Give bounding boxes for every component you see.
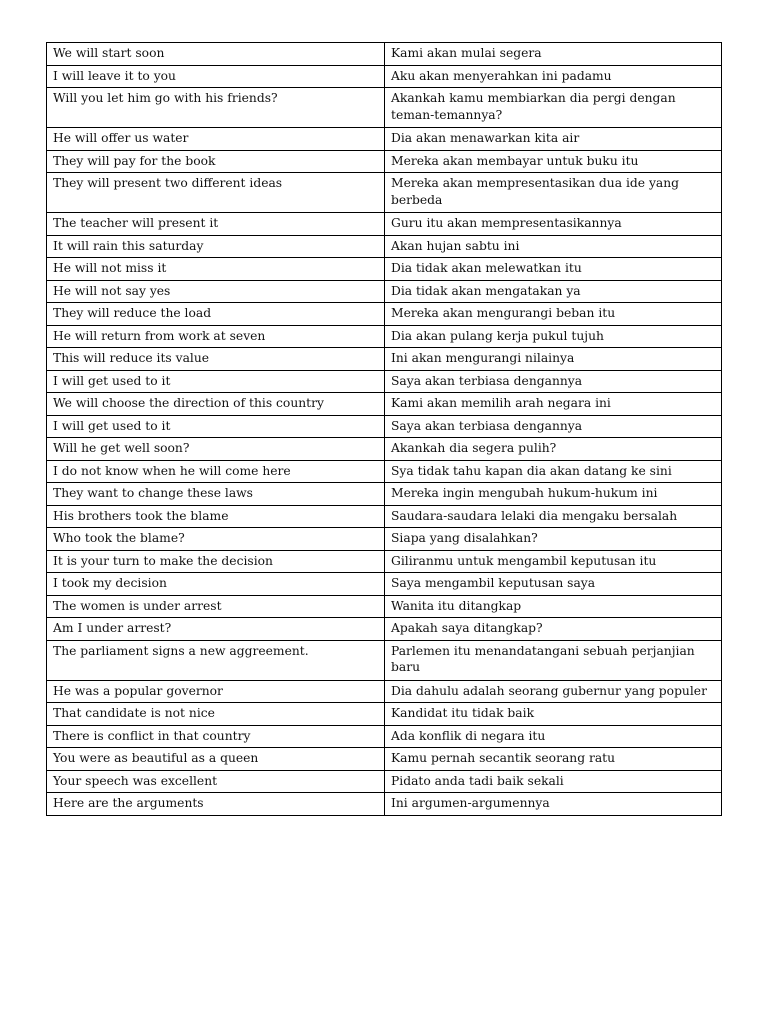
indonesian-cell: Sya tidak tahu kapan dia akan datang ke sini	[385, 460, 722, 483]
indonesian-cell: Saya akan terbiasa dengannya	[385, 415, 722, 438]
english-cell: There is conflict in that country	[47, 725, 385, 748]
english-cell: He will offer us water	[47, 128, 385, 151]
table-row	[47, 725, 722, 748]
english-cell: His brothers took the blame	[47, 505, 385, 528]
english-cell: This will reduce its value	[47, 348, 385, 371]
table-row	[47, 348, 722, 371]
indonesian-cell: Guru itu akan mempresentasikannya	[385, 213, 722, 236]
indonesian-cell: Parlemen itu menandatangani sebuah perjanjian baru	[385, 640, 722, 680]
table-row	[47, 703, 722, 726]
indonesian-cell: Aku akan menyerahkan ini padamu	[385, 65, 722, 88]
table-row	[47, 393, 722, 416]
english-cell: The teacher will present it	[47, 213, 385, 236]
table-row	[47, 460, 722, 483]
indonesian-cell: Kandidat itu tidak baik	[385, 703, 722, 726]
english-cell: I do not know when he will come here	[47, 460, 385, 483]
table-row	[47, 770, 722, 793]
table-row	[47, 88, 722, 128]
indonesian-cell: Mereka akan mengurangi beban itu	[385, 303, 722, 326]
indonesian-cell: Giliranmu untuk mengambil keputusan itu	[385, 550, 722, 573]
english-cell: I took my decision	[47, 573, 385, 596]
indonesian-cell: Akankah dia segera pulih?	[385, 438, 722, 461]
english-cell: You were as beautiful as a queen	[47, 748, 385, 771]
english-cell: Your speech was excellent	[47, 770, 385, 793]
table-row	[47, 483, 722, 506]
indonesian-cell: Dia tidak akan mengatakan ya	[385, 280, 722, 303]
indonesian-cell: Saudara-saudara lelaki dia mengaku bersalah	[385, 505, 722, 528]
table-row	[47, 43, 722, 66]
english-cell: They will present two different ideas	[47, 173, 385, 213]
english-cell: The parliament signs a new aggreement.	[47, 640, 385, 680]
table-row	[47, 370, 722, 393]
table-row	[47, 128, 722, 151]
indonesian-cell: Apakah saya ditangkap?	[385, 618, 722, 641]
english-cell: He will not say yes	[47, 280, 385, 303]
english-cell: We will choose the direction of this country	[47, 393, 385, 416]
indonesian-cell: Kami akan mulai segera	[385, 43, 722, 66]
english-cell: Here are the arguments	[47, 793, 385, 816]
table-row	[47, 640, 722, 680]
english-cell: Who took the blame?	[47, 528, 385, 551]
english-cell: Will you let him go with his friends?	[47, 88, 385, 128]
indonesian-cell: Mereka ingin mengubah hukum-hukum ini	[385, 483, 722, 506]
document-page	[46, 42, 721, 816]
indonesian-cell: Saya mengambil keputusan saya	[385, 573, 722, 596]
translation-table-body	[47, 43, 722, 816]
table-row	[47, 505, 722, 528]
table-row	[47, 415, 722, 438]
table-row	[47, 150, 722, 173]
english-cell: That candidate is not nice	[47, 703, 385, 726]
table-row	[47, 550, 722, 573]
english-cell: I will get used to it	[47, 370, 385, 393]
english-cell: The women is under arrest	[47, 595, 385, 618]
english-cell: He will return from work at seven	[47, 325, 385, 348]
english-cell: Am I under arrest?	[47, 618, 385, 641]
table-row	[47, 65, 722, 88]
table-row	[47, 793, 722, 816]
table-row	[47, 325, 722, 348]
table-row	[47, 213, 722, 236]
table-row	[47, 528, 722, 551]
indonesian-cell: Mereka akan mempresentasikan dua ide yang berbeda	[385, 173, 722, 213]
indonesian-cell: Kamu pernah secantik seorang ratu	[385, 748, 722, 771]
indonesian-cell: Kami akan memilih arah negara ini	[385, 393, 722, 416]
table-row	[47, 235, 722, 258]
english-cell: They want to change these laws	[47, 483, 385, 506]
english-cell: We will start soon	[47, 43, 385, 66]
indonesian-cell: Dia akan pulang kerja pukul tujuh	[385, 325, 722, 348]
table-row	[47, 258, 722, 281]
english-cell: They will reduce the load	[47, 303, 385, 326]
english-cell: They will pay for the book	[47, 150, 385, 173]
indonesian-cell: Pidato anda tadi baik sekali	[385, 770, 722, 793]
indonesian-cell: Ini akan mengurangi nilainya	[385, 348, 722, 371]
table-row	[47, 173, 722, 213]
english-cell: I will get used to it	[47, 415, 385, 438]
table-row	[47, 748, 722, 771]
indonesian-cell: Siapa yang disalahkan?	[385, 528, 722, 551]
table-row	[47, 618, 722, 641]
english-cell: He was a popular governor	[47, 680, 385, 703]
indonesian-cell: Ada konflik di negara itu	[385, 725, 722, 748]
english-cell: Will he get well soon?	[47, 438, 385, 461]
english-cell: He will not miss it	[47, 258, 385, 281]
table-row	[47, 595, 722, 618]
indonesian-cell: Wanita itu ditangkap	[385, 595, 722, 618]
table-row	[47, 438, 722, 461]
english-cell: It is your turn to make the decision	[47, 550, 385, 573]
indonesian-cell: Akankah kamu membiarkan dia pergi dengan teman-temannya?	[385, 88, 722, 128]
indonesian-cell: Mereka akan membayar untuk buku itu	[385, 150, 722, 173]
indonesian-cell: Saya akan terbiasa dengannya	[385, 370, 722, 393]
indonesian-cell: Akan hujan sabtu ini	[385, 235, 722, 258]
indonesian-cell: Dia akan menawarkan kita air	[385, 128, 722, 151]
table-row	[47, 303, 722, 326]
table-row	[47, 280, 722, 303]
english-cell: It will rain this saturday	[47, 235, 385, 258]
translation-table	[46, 42, 722, 816]
indonesian-cell: Dia tidak akan melewatkan itu	[385, 258, 722, 281]
table-row	[47, 680, 722, 703]
table-row	[47, 573, 722, 596]
indonesian-cell: Ini argumen-argumennya	[385, 793, 722, 816]
indonesian-cell: Dia dahulu adalah seorang gubernur yang populer	[385, 680, 722, 703]
english-cell: I will leave it to you	[47, 65, 385, 88]
